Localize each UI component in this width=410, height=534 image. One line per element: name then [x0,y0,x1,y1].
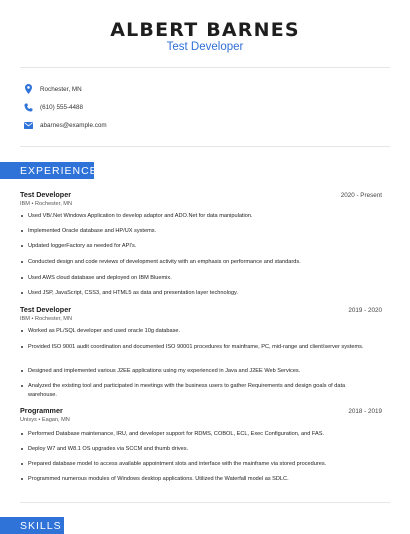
job-dates: 2019 - 2020 [348,307,382,314]
job-company: Unisys • Eagan, MN [20,417,70,423]
list-item: Worked as PL/SQL developer and used oracle 10g database. [28,327,368,336]
experience-section-heading: EXPERIENCE [0,162,94,179]
divider [20,502,390,503]
email-link[interactable]: abarnes@example.com [40,121,107,129]
job-company: IBM • Rochester, MN [20,201,73,207]
list-item: Prepared database model to access available appointment slots and interface with the mainframe via stored procedures. [28,460,368,469]
skills-section-heading: SKILLS [0,517,64,534]
contact-location [22,84,82,94]
job-entry [20,190,382,207]
job-entry [20,406,382,423]
job-title: Programmer [20,406,63,415]
list-item: Updated loggerFactory as needed for API's. [28,242,368,251]
list-item: Deploy W7 and W8.1 OS upgrades via SCCM and thumb drives. [28,445,368,454]
job-company: IBM • Rochester, MN [20,316,73,322]
contact-phone [22,102,83,112]
contact-email [22,120,107,130]
list-item: Analyzed the existing tool and participated in meetings with the business users to gather Requirements and design goals of data warehouse. [28,382,368,399]
list-item: Conducted design and code reviews of development activity with an emphasis on performance and standards. [28,258,368,267]
list-item: Designed and implemented various J2EE applications using my experienced in Java and J2EE Web Services. [28,367,368,376]
job-dates: 2020 - Present [340,192,382,199]
job-dates: 2018 - 2019 [348,408,382,415]
job-title: Test Developer [20,305,71,314]
phone-icon [22,102,34,112]
list-item: Provided ISO 9001 audit coordination and documented ISO 90001 procedures for mainframe, PC, mid-range and client/server systems. [28,343,368,352]
job-entry [20,305,382,322]
map-pin-icon [22,84,34,94]
divider [20,146,390,147]
phone-text: (610) 555-4488 [40,103,84,111]
list-item: Programmed numerous modules of Windows desktop applications. Utilized the Waterfall model as SDLC. [28,475,368,484]
list-item: Used VB/.Net Windows Application to develop adaptor and ADO.Net for data manipulation. [28,212,368,221]
list-item: Used AWS cloud database and deployed on IBM Bluemix. [28,274,368,283]
candidate-title: Test Developer [166,41,244,53]
list-item: Performed Database maintenance, IRU, and developer support for RDMS, COBOL, ECL, Exec Configuration, and FAS. [28,430,368,439]
list-item: Used JSP, JavaScript, CSS3, and HTML5 as data and presentation layer technology. [28,289,368,298]
divider [20,67,390,68]
job-title: Test Developer [20,190,71,199]
location-text: Rochester, MN [40,85,82,93]
list-item: Implemented Oracle database and HP/UX systems. [28,227,368,236]
envelope-icon [22,120,34,130]
candidate-name: ALBERT BARNES [110,19,300,41]
